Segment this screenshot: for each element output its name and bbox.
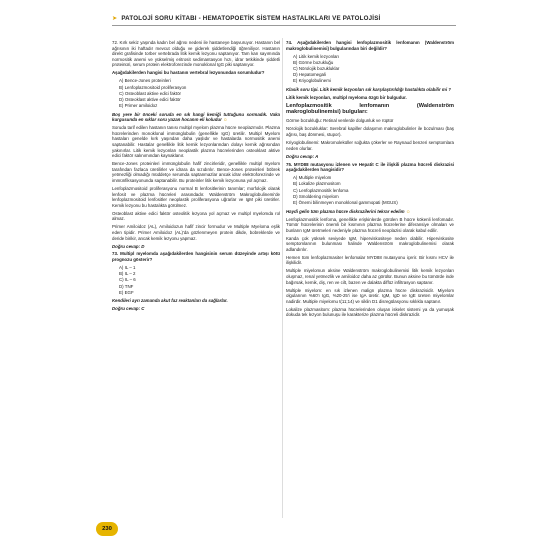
- option-d[interactable]: D) TNF: [119, 283, 134, 289]
- explanation-paragraph: Kanda çok yüksek seviyede IgM, hiperviskositeye neden olabilir. Hiperviskosite semptomlarının bulunması halinde Waldenström makroglobulinemisi olarak adlandırılır.: [286, 235, 454, 252]
- option-d[interactable]: D) Osteoklast aktive edici faktör: [119, 96, 181, 102]
- question-75-options: [293, 175, 454, 205]
- option-a[interactable]: A) IL – 1: [119, 265, 136, 271]
- option-b[interactable]: B) IL – 2: [119, 271, 136, 277]
- explanation-paragraph: Lenfoplazmositik lenfoma, genellikle erişkinlerde görülen B hücre kökenli lenfomadır. Tümör hücrelerinin önemli bir kısmının plazma hücrelerine diferansiye olmaları ve bunların IgM üretmeleri nedeniyle plazma hücreli neoplazisi olarak kabul edilir.: [286, 216, 454, 233]
- tip-text: Boş yere bir önceki soruda en sık hangi kemiği tuttuğunu sormadık. Vaka kurgusunda en sıklar soru yazan hocanın eli koludur: [112, 111, 280, 123]
- question-72-tip: [112, 112, 280, 123]
- question-73-options: [119, 265, 280, 295]
- option-b[interactable]: B) Lokalize plazmositom: [293, 181, 341, 187]
- explanation-paragraph: Görme bozukluğu: Retinal venlerde dolgunluk ve rüptür: [286, 118, 394, 124]
- arrow-icon: ➤: [112, 15, 118, 22]
- option-d[interactable]: D) Smoldering miyelom: [293, 193, 339, 199]
- question-74-answer: Doğru cevap: A: [286, 153, 319, 159]
- explanation-paragraph: Lokalize plazmasitom: plazma hücrelerinden oluşan iskelet sistemi ya da yumuşak dokuda tek lezyon bulunuşu ile karakterize plazma hücreli diskrazidir.: [286, 306, 454, 318]
- question-72-stem: Aşağıdakilerden hangisi bu hastanın vertebral lezyonundan sorumludur?: [112, 70, 265, 76]
- question-74-tip: Klasik soru tipi. Litik kemik lezyonları sık karşılaştırıldığı hastalıkta olabilir mi ?: [286, 86, 451, 92]
- page-header: [112, 12, 456, 26]
- left-column: [112, 40, 280, 314]
- question-73-tip: Kendileri ayrı zamanda akut faz reaktanları da sağlarlar.: [112, 298, 228, 304]
- question-74-stem: 74. Aşağıdakilerden hangisi lenfoplazmositik lenfomanın (Waldenström makroglobulinemisi) bulgularından biri değildir?: [286, 40, 454, 51]
- option-e[interactable]: E) Primer amiloidoz: [119, 103, 158, 109]
- question-72-intro: 72. Kırk sekiz yaşında kadın bel ağrısı nedeni ile hastaneye başvuruyor. Hastanın bel ağrısının iki haftadır mevcut olduğu ve giderek şiddetlendiği öğreniliyor. Hastanın direkt grafisinde torber vertebrada litik kemik lezyonu saptanıyor. Tam kan sayımında normositik anemi ve yükselmiş eritrosit sedimantasyon hızı, idrar tetkikinde şiddetli proteinüri, serum protein elektroforezinde monoklonal IgG piki saptanıyor.: [112, 40, 280, 68]
- column-divider: [282, 38, 283, 518]
- question-75-tip: [286, 209, 454, 215]
- explanation-paragraph: Nörolojik bozukluklar: Serebral kapiller dolaşımın makroglobulinler ile bozulması (baş ağrısı, baş dönmesi, stupor).: [286, 126, 454, 138]
- explanation-paragraph: Osteoblast aktive edici faktör osteolitik lezyona yol açmaz ve multipl myelomda rol almaz.: [112, 210, 280, 222]
- option-e[interactable]: E) Kriyoglobulinemi: [293, 78, 331, 84]
- question-74-options: [293, 54, 454, 84]
- section-heading: Lenfoplazmositik lenfomanın (Waldenström makroglobulinemisi) bulguları:: [286, 102, 454, 116]
- question-73-answer: Doğru cevap: C: [112, 306, 145, 312]
- option-a[interactable]: A) Bence-Jones proteinleri: [119, 78, 171, 84]
- explanation-paragraph: Primer Amiloidoz (AL), Amiloidozun hafif zincir formudur ve Multiple Myeloma eşlik eden tipidir. Primer Amiloidoz (AL)'da gözlenmeyen protein dikde, bobreklerde ve deride birikir, ancak kemik lezyonu yapmaz.: [112, 224, 280, 241]
- explanation-paragraph: Soruda tarif edilen hastanın tanısı multipl myelom plazma hücre neoplazmıdır. Plazma hücrelerinden monoklonal immünglobulin (genellikle IgG) üretilir. Multipl Myelom hastaları genelde kırk yaşından daha yaşlıdır ve hastalarda normositik anemi saptanabilir. Hastalar genellikle litik kemik lezyonlarından dolayı kemik ağrısından yakınırlar. Litik kemik lezyonları neoplastik plazma hücrelerinden osteoklast aktive edici faktör salınımından kaynaklanır.: [112, 125, 280, 159]
- option-a[interactable]: A) Litik kemik lezyonları: [293, 53, 340, 59]
- option-c[interactable]: C) Nörolojik bozukluklar: [293, 65, 340, 71]
- option-c[interactable]: C) IL – 6: [119, 277, 136, 283]
- option-e[interactable]: E) EGF: [119, 289, 134, 295]
- explanation-paragraph: Kriyoglobulinemi: Makromoleküller soğukta çökerler ve Raynaud benzeri semptomlara neden olurlar.: [286, 140, 454, 151]
- option-a[interactable]: A) Multiple miyelom: [293, 175, 332, 181]
- explanation-paragraph: Hemen tüm lenfoplazmasiter lenfomalar MYD88 mutasyonu içerir. Bir kısmı HCV ile ilişkilidir.: [286, 254, 454, 266]
- option-c[interactable]: C) Lenfoplazmositik lenfoma: [293, 187, 349, 193]
- question-73-stem: 73. Multipl myelomda aşağıdakilerden hangisinin serum düzeyinde artışı kötü prognozu gösterir?: [112, 251, 280, 263]
- right-column: [286, 40, 454, 320]
- option-b[interactable]: B) Lenfoplazmositoid proliferasyon: [119, 84, 187, 90]
- option-c[interactable]: C) Osteoblast aktive edici faktör: [119, 90, 181, 96]
- question-72-options: [119, 78, 280, 108]
- header-title: PATOLOJİ SORU KİTABI - HEMATOPOETİK SİSTEM HASTALIKLARI VE PATOLOJİSİ: [121, 15, 381, 22]
- smile-icon: ☺: [405, 208, 411, 214]
- question-75-stem: 75. MYD88 mutasyonu izlenen ve Hepatit C ile ilişkili plazma hücreli diskrazisi aşağıdakilerden hangisidir?: [286, 161, 454, 173]
- option-e[interactable]: E) Önemi bilinmeyen monoklonal gammopati (MGUS): [293, 199, 398, 205]
- explanation-paragraph: Lenfoplazmositoid proliferasyonu normal B lenfositlerinin tanımlar; morfolojik olarak lenfosit ve plazma hücreleri arasındadır. Waldenström Makroglobulinemi'de lenfoplazmositoid lenfositler neoplastik proliferasyona uğrarlar ve IgM piki üretirler. Kemik lezyonu bu hastalıkta görülmez.: [112, 185, 280, 208]
- option-b[interactable]: B) Görme bozukluğu: [293, 59, 334, 65]
- smile-icon: ☺: [223, 117, 228, 123]
- explanation-paragraph: Bence-Jones proteinleri immünglobulin hafif zincirleridir, genellikle multipl myelom tarafından fazlaca üretilirler ve idrara da sızıdırılır. Bence-Jones proteinleri böbrek yetmezliği olmadığı müddetçe serumda saptanmazlar ancak idrar elektroforezinde ve immünfiksasyonunda saptanabilir. Bu proteinler litik kemik lezyonuna yol açmaz.: [112, 161, 280, 183]
- question-72-answer: Doğru cevap: D: [112, 243, 145, 249]
- option-d[interactable]: D) Hepatomegali: [293, 72, 326, 78]
- tip-text: Haydi gelin tüm plazma hücre diskrazilerini tekrar edelim: [286, 208, 405, 214]
- explanation-paragraph: Litik kemik lezyonları, multipl myeloma özgü bir bulgudur.: [286, 94, 407, 100]
- explanation-paragraph: Multiple miyelomun aksine Waldenström makroglobulinemisi litik kemik lezyonları oluşmaz, renal yetmezlik ve amiloidoz daha az görülür. Bunun aksine bu tümörde inde bağırsak, kemik, diş, ren ve cilt, bazen ve dalakta diffüz infiltrasyon saptanır.: [286, 268, 454, 285]
- explanation-paragraph: Multiple miyelom: en sık izlenen malign plazma hücre diskrazisidir. Miyelom olgularının %60'ı IgG, %20-25'i ise IgA üretir. IgM, IgD ve IgE üreten miyelomlar nadirdir. Multiple miyelomu t(11;14) ve siklin D1 disregülasyonu sıklıkla saptanır.: [286, 287, 454, 304]
- page-number-badge: 230: [96, 522, 118, 536]
